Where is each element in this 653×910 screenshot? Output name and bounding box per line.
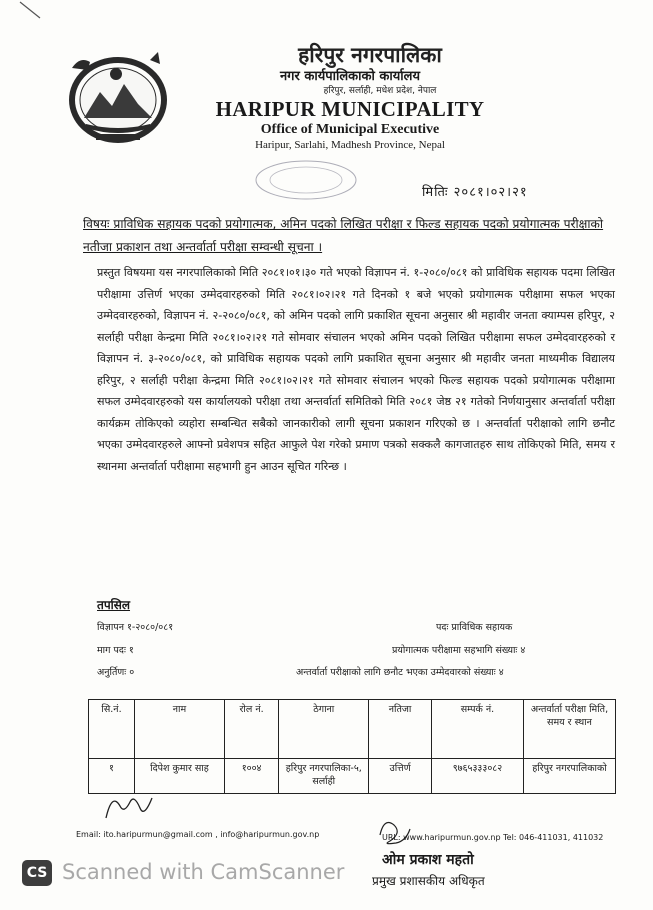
handwritten-initials — [100, 788, 160, 828]
footer-email: Email: ito.haripurmun@gmail.com , info@haripurmun.gov.np — [76, 830, 320, 839]
cell-interview: हरिपुर नगरपालिकाको — [523, 759, 615, 794]
interview-selected-count: अन्तर्वार्ता परीक्षाको लागि छनौट भएका उम्मेदवारको संख्याः ४ — [296, 667, 504, 678]
ad-number: विज्ञापन १-२०८०/०८१ — [97, 622, 174, 633]
address-np: हरिपुर, सर्लाही, मधेश प्रदेश, नेपाल — [323, 86, 437, 96]
alternate-count: अनुर्तिणः ० — [97, 667, 135, 678]
footer-url-tel: URL: www.haripurmun.gov.np Tel: 046-411031, 411032 — [382, 833, 604, 842]
signatory-name: ओम प्रकाश महतो — [382, 852, 474, 868]
demand-posts: माग पदः १ — [97, 645, 134, 656]
office-stamp — [252, 158, 360, 202]
scan-corner-mark — [14, 0, 44, 20]
header-interview: अन्तर्वार्ता परीक्षा मिति, समय र स्थान — [523, 700, 615, 759]
header-serial: सि.नं. — [89, 700, 135, 759]
notice-body: प्रस्तुत विषयमा यस नगरपालिकाको मिति २०८१।०१।३० गते भएको विज्ञापन नं. १-२०८०/०८१ को प्राविधिक सहायक पदमा लिखित परीक्षामा उत्तिर्ण भएका उम्मेदवारहरुको मिति २०८१।०२।२१ गते दिनको १ बजे भएको प्रयोगात्मक परीक्षामा सफल भएका उम्मेदवारहरुको, विज्ञापन नं. २-२०८०/०८१, को अमिन पदको लागि प्रकाशित सूचना अनुसार श्री महावीर जनता क्याम्पस हरिपुर, २ सर्लाही परीक्षा केन्द्रमा मिति २०८१।०२।२१ गते सोमवार संचालन भएको अमिन पदको लिखित परीक्षामा सफल उम्मेदवारहरुको र विज्ञापन नं. ३-२०८०/०८१, को प्राविधिक सहायक पदको लागि प्रकाशित सूचना अनुसार श्री महावीर जनता माध्यमीक विद्यालय हरिपुर, २ सर्लाही परीक्षा केन्द्रमा मिति २०८१।०२।२१ गते सोमवार संचालन भएको फिल्ड सहायक पदको प्रयोगात्मक परीक्षामा सफल उम्मेदवारहरुको यस कार्यालयको परीक्षा तथा अन्तर्वार्ता समितिको मिति २०८१ जेष्ठ २१ गतेको निर्णयानुसार अन्तर्वार्ता परीक्षा कार्यक्रम तोकिएको व्यहोरा सम्बन्धित सबैको जानकारीको लागी सूचना प्रकाशन गरिएको छ । अन्तर्वार्ता परीक्षाको लागि छनौट भएका उम्मेदवारहरुले आफ्नो प्रवेशपत्र सहित आफुले पेश गरेको प्रमाण पत्रको सक्कलै कागजातहरु साथ तोकिएको मिति, समय र स्थानमा अन्तर्वार्ता परीक्षामा सहभागी हुन आउन सूचित गरिन्छ । — [97, 266, 615, 473]
header-name: नाम — [135, 700, 225, 759]
camscanner-logo-icon: CS — [22, 860, 52, 886]
table-header-row — [89, 700, 616, 759]
header-roll: रोल नं. — [224, 700, 278, 759]
table-row — [89, 759, 616, 794]
notice-subject: विषयः प्राविधिक सहायक पदको प्रयोगात्मक, अमिन पदको लिखित परीक्षा र फिल्ड सहायक पदको प्रयोगात्मक परीक्षाको नतीजा प्रकाशन तथा अन्तर्वार्ता परीक्षा सम्वन्धी सूचना । — [83, 217, 604, 254]
header-address: ठेगाना — [279, 700, 369, 759]
cell-contact: ९७६५३३३०८२ — [431, 759, 523, 794]
handwritten-signature — [376, 815, 416, 849]
office-title-np: नगर कार्यपालिकाको कार्यालय — [279, 69, 421, 84]
signatory-title: प्रमुख प्रशासकीय अधिकृत — [372, 874, 485, 888]
letterhead — [190, 42, 510, 152]
municipality-title-np: हरिपुर नगरपालिका — [298, 43, 442, 67]
nepal-emblem-logo — [66, 48, 170, 148]
results-table — [88, 699, 616, 794]
cell-address: हरिपुर नगरपालिका-५, सर्लाही — [279, 759, 369, 794]
cell-roll: १००४ — [224, 759, 278, 794]
municipality-title-en: HARIPUR MUNICIPALITY — [215, 97, 485, 121]
cell-name: दिपेश कुमार साह — [135, 759, 225, 794]
address-en: Haripur, Sarlahi, Madhesh Province, Nepal — [255, 139, 445, 151]
header-result: नतिजा — [369, 700, 432, 759]
office-title-en: Office of Municipal Executive — [260, 122, 440, 137]
issue-date: मितिः २०८१।०२।२१ — [422, 185, 528, 200]
cell-serial: १ — [89, 759, 135, 794]
post-name: पदः प्राविधिक सहायक — [436, 622, 513, 633]
cell-result: उत्तिर्ण — [369, 759, 432, 794]
header-contact: सम्पर्क नं. — [431, 700, 523, 759]
practical-participants: प्रयोगात्मक परीक्षामा सहभागि संख्याः ४ — [392, 645, 526, 656]
details-heading: तपसिल — [97, 598, 131, 612]
camscanner-watermark: Scanned with CamScanner — [62, 860, 345, 884]
